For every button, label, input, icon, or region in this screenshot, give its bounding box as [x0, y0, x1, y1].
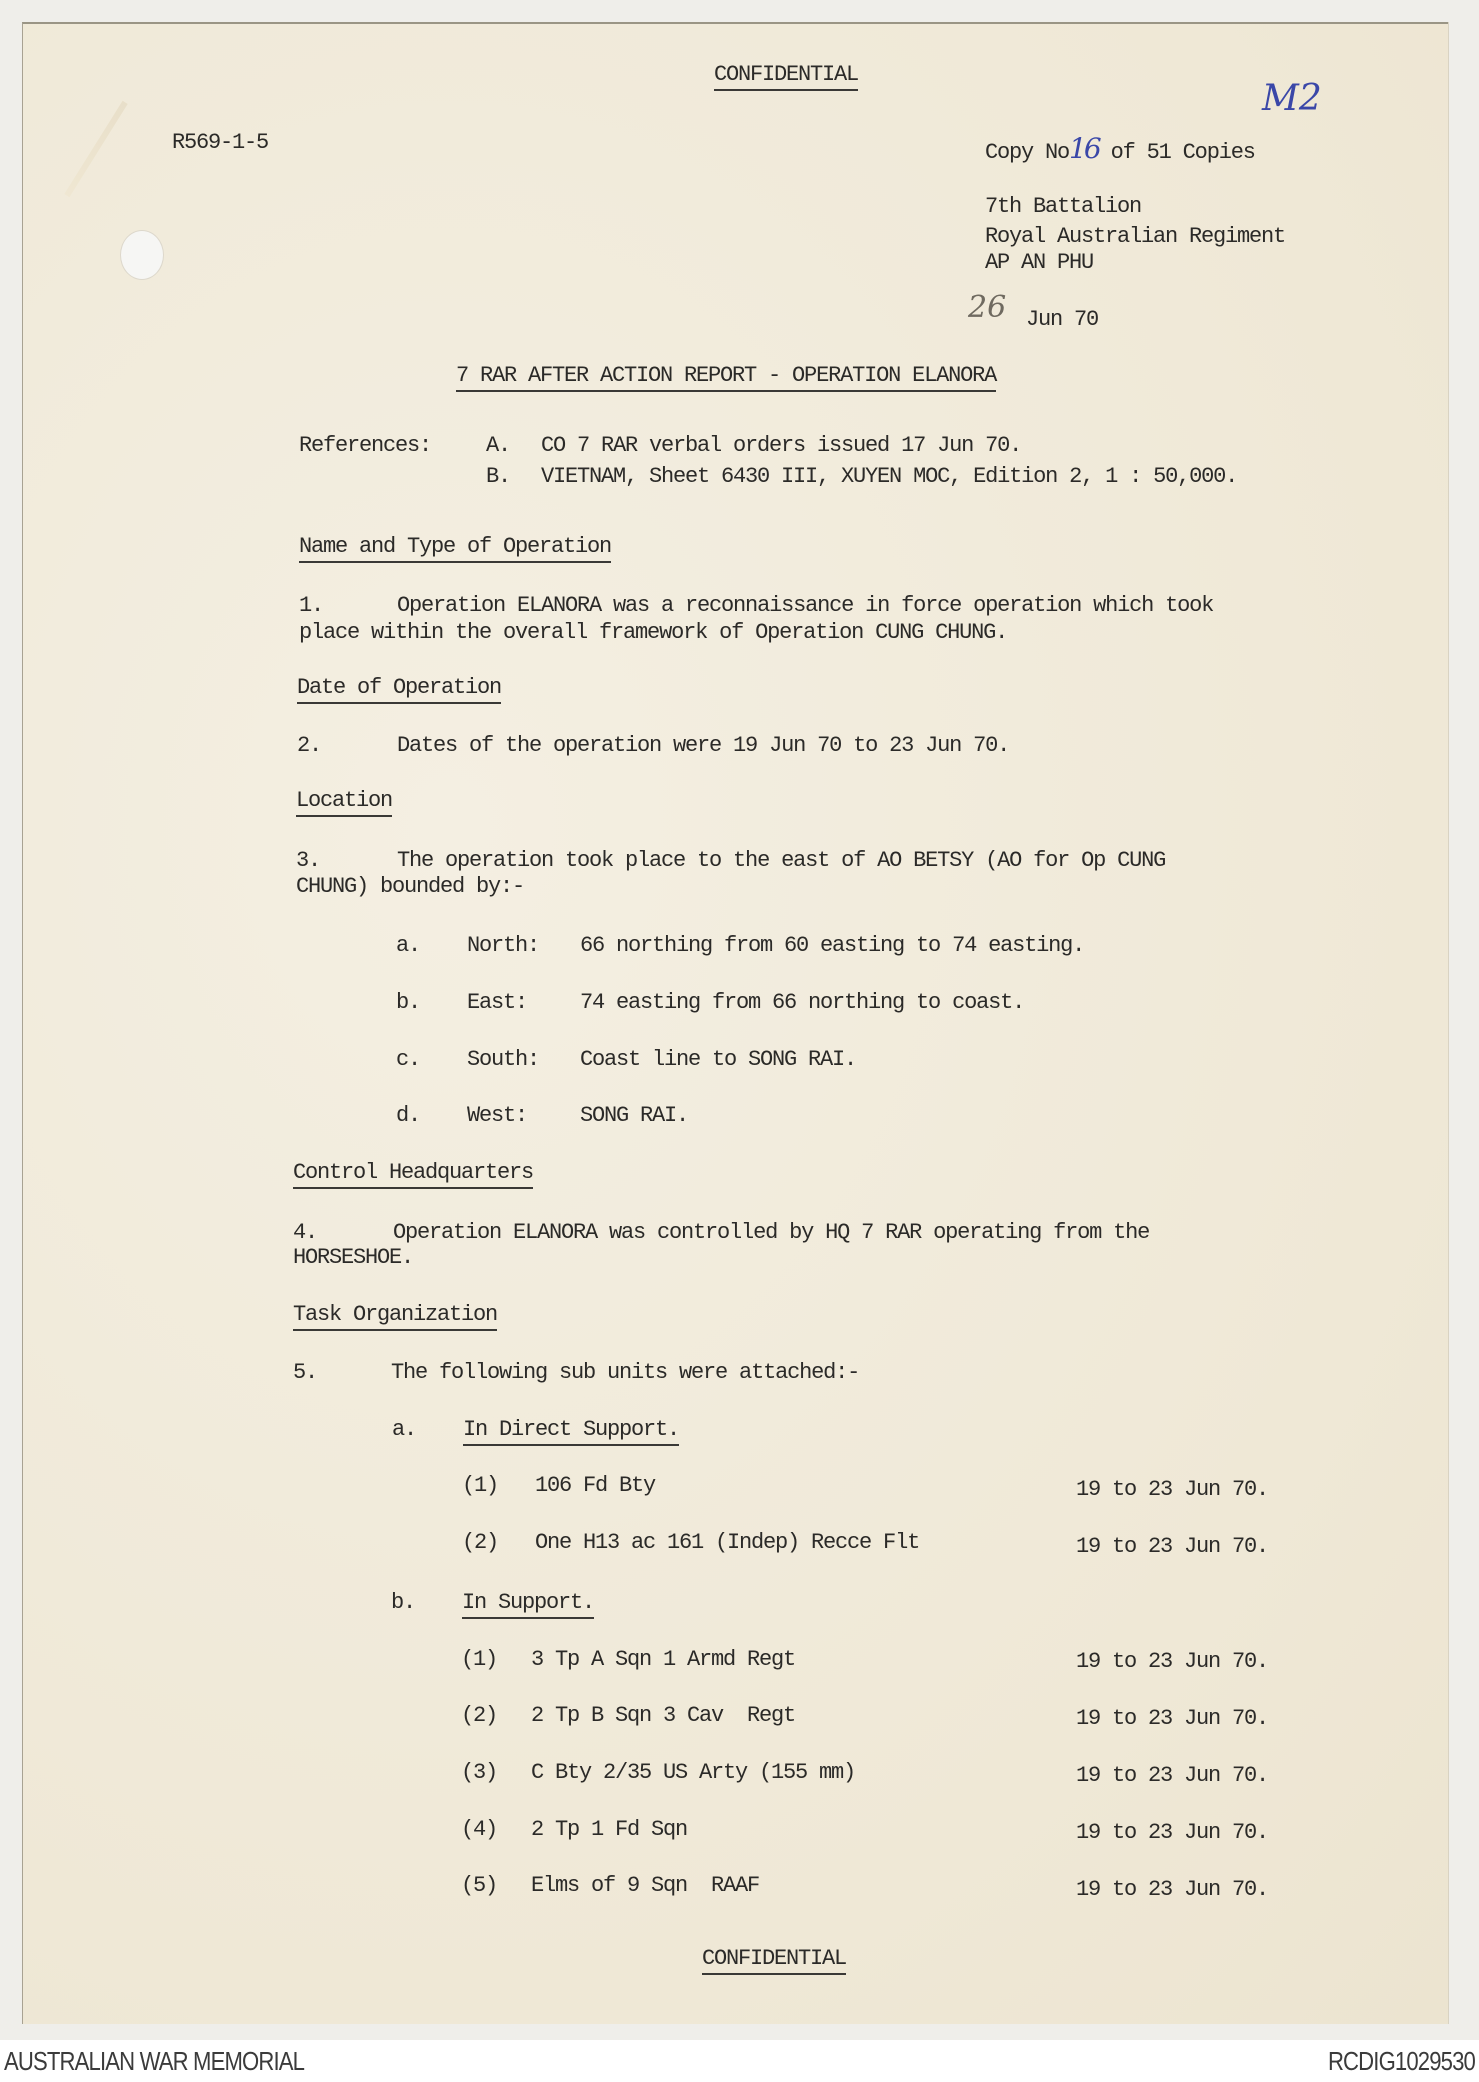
boundary-dir-east: East:: [467, 990, 528, 1015]
para-4-line-1: Operation ELANORA was controlled by HQ 7 RAR operating from the: [393, 1220, 1150, 1245]
boundary-text-east: 74 easting from 66 northing to coast.: [580, 990, 1025, 1015]
direct-support-item-num: (1): [462, 1473, 499, 1498]
in-support-item-num: (4): [461, 1817, 498, 1842]
boundary-letter-west: d.: [396, 1103, 421, 1128]
reference-text-b: VIETNAM, Sheet 6430 III, XUYEN MOC, Edition 2, 1 : 50,000.: [541, 464, 1238, 489]
para-1-number: 1.: [299, 593, 324, 618]
boundary-letter-north: a.: [396, 933, 421, 958]
para-5-number: 5.: [293, 1360, 318, 1385]
in-support-item-dates: 19 to 23 Jun 70.: [1076, 1706, 1269, 1731]
in-support-item-num: (3): [461, 1760, 498, 1785]
boundary-dir-south: South:: [467, 1047, 540, 1072]
archive-name: AUSTRALIAN WAR MEMORIAL: [4, 2046, 305, 2076]
direct-support-heading: In Direct Support.: [463, 1417, 679, 1446]
direct-support-item-dates: 19 to 23 Jun 70.: [1076, 1534, 1269, 1559]
para-3-line-1: The operation took place to the east of AO BETSY (AO for Op CUNG: [397, 848, 1166, 873]
direct-support-item-unit: 106 Fd Bty: [535, 1473, 656, 1498]
reference-letter-a: A.: [486, 433, 511, 458]
in-support-item-dates: 19 to 23 Jun 70.: [1076, 1877, 1269, 1902]
in-support-item-unit: 2 Tp B Sqn 3 Cav Regt: [531, 1703, 796, 1728]
para-5-line-1: The following sub units were attached:-: [391, 1360, 860, 1385]
para-4-number: 4.: [293, 1220, 318, 1245]
heading-date-of-operation: Date of Operation: [297, 675, 501, 704]
date-month-year: Jun 70: [1026, 307, 1099, 332]
in-support-item-unit: Elms of 9 Sqn RAAF: [531, 1873, 760, 1898]
boundary-text-south: Coast line to SONG RAI.: [580, 1047, 857, 1072]
boundary-dir-north: North:: [467, 933, 540, 958]
staple-mark: [64, 101, 127, 197]
heading-control-hq: Control Headquarters: [293, 1160, 533, 1189]
boundary-dir-west: West:: [467, 1103, 528, 1128]
copy-suffix: of 51 Copies: [1110, 140, 1255, 165]
archive-id: RCDIG1029530: [1327, 2046, 1475, 2076]
file-reference: R569-1-5: [172, 130, 269, 155]
handwritten-mark: M2: [1262, 78, 1322, 119]
copy-prefix: Copy No: [985, 140, 1070, 165]
in-support-item-num: (2): [461, 1703, 498, 1728]
in-support-item-dates: 19 to 23 Jun 70.: [1076, 1820, 1269, 1845]
in-support-item-dates: 19 to 23 Jun 70.: [1076, 1763, 1269, 1788]
sender-line-1: 7th Battalion: [985, 194, 1142, 219]
archive-footer: [0, 2040, 1479, 2082]
in-support-item-unit: 2 Tp 1 Fd Sqn: [531, 1817, 688, 1842]
heading-location: Location: [296, 788, 392, 817]
para-2-line-1: Dates of the operation were 19 Jun 70 to 23 Jun 70.: [397, 733, 1010, 758]
para-4-line-2: HORSESHOE.: [293, 1245, 414, 1270]
para-1-line-1: Operation ELANORA was a reconnaissance in force operation which took: [397, 593, 1214, 618]
direct-support-item-unit: One H13 ac 161 (Indep) Recce Flt: [535, 1530, 920, 1555]
heading-task-organization: Task Organization: [293, 1302, 497, 1331]
in-support-item-num: (1): [461, 1647, 498, 1672]
classification-top: CONFIDENTIAL: [714, 62, 858, 91]
copy-line: [985, 132, 1255, 166]
in-support-heading: In Support.: [462, 1590, 594, 1619]
copy-number: 16: [1069, 132, 1099, 165]
para-2-number: 2.: [297, 733, 322, 758]
sender-line-3: AP AN PHU: [985, 250, 1094, 275]
date-day-handwritten: 26: [968, 290, 1007, 325]
direct-support-letter: a.: [392, 1417, 417, 1442]
boundary-text-west: SONG RAI.: [580, 1103, 689, 1128]
classification-bottom: CONFIDENTIAL: [702, 1946, 846, 1975]
direct-support-item-num: (2): [462, 1530, 499, 1555]
in-support-item-num: (5): [461, 1873, 498, 1898]
in-support-item-unit: 3 Tp A Sqn 1 Armd Regt: [531, 1647, 796, 1672]
punch-hole: [120, 230, 164, 280]
direct-support-item-dates: 19 to 23 Jun 70.: [1076, 1477, 1269, 1502]
boundary-text-north: 66 northing from 60 easting to 74 easting.: [580, 933, 1085, 958]
heading-name-type: Name and Type of Operation: [299, 534, 611, 563]
para-1-line-2: place within the overall framework of Operation CUNG CHUNG.: [299, 620, 1008, 645]
references-label: References:: [299, 433, 432, 458]
in-support-item-dates: 19 to 23 Jun 70.: [1076, 1649, 1269, 1674]
para-3-number: 3.: [296, 848, 321, 873]
in-support-letter: b.: [391, 1590, 416, 1615]
para-3-line-2: CHUNG) bounded by:-: [296, 874, 525, 899]
boundary-letter-south: c.: [396, 1047, 421, 1072]
reference-letter-b: B.: [486, 464, 511, 489]
boundary-letter-east: b.: [396, 990, 421, 1015]
in-support-item-unit: C Bty 2/35 US Arty (155 mm): [531, 1760, 856, 1785]
report-title: 7 RAR AFTER ACTION REPORT - OPERATION ELANORA: [456, 363, 996, 392]
sender-line-2: Royal Australian Regiment: [985, 224, 1286, 249]
reference-text-a: CO 7 RAR verbal orders issued 17 Jun 70.: [541, 433, 1022, 458]
